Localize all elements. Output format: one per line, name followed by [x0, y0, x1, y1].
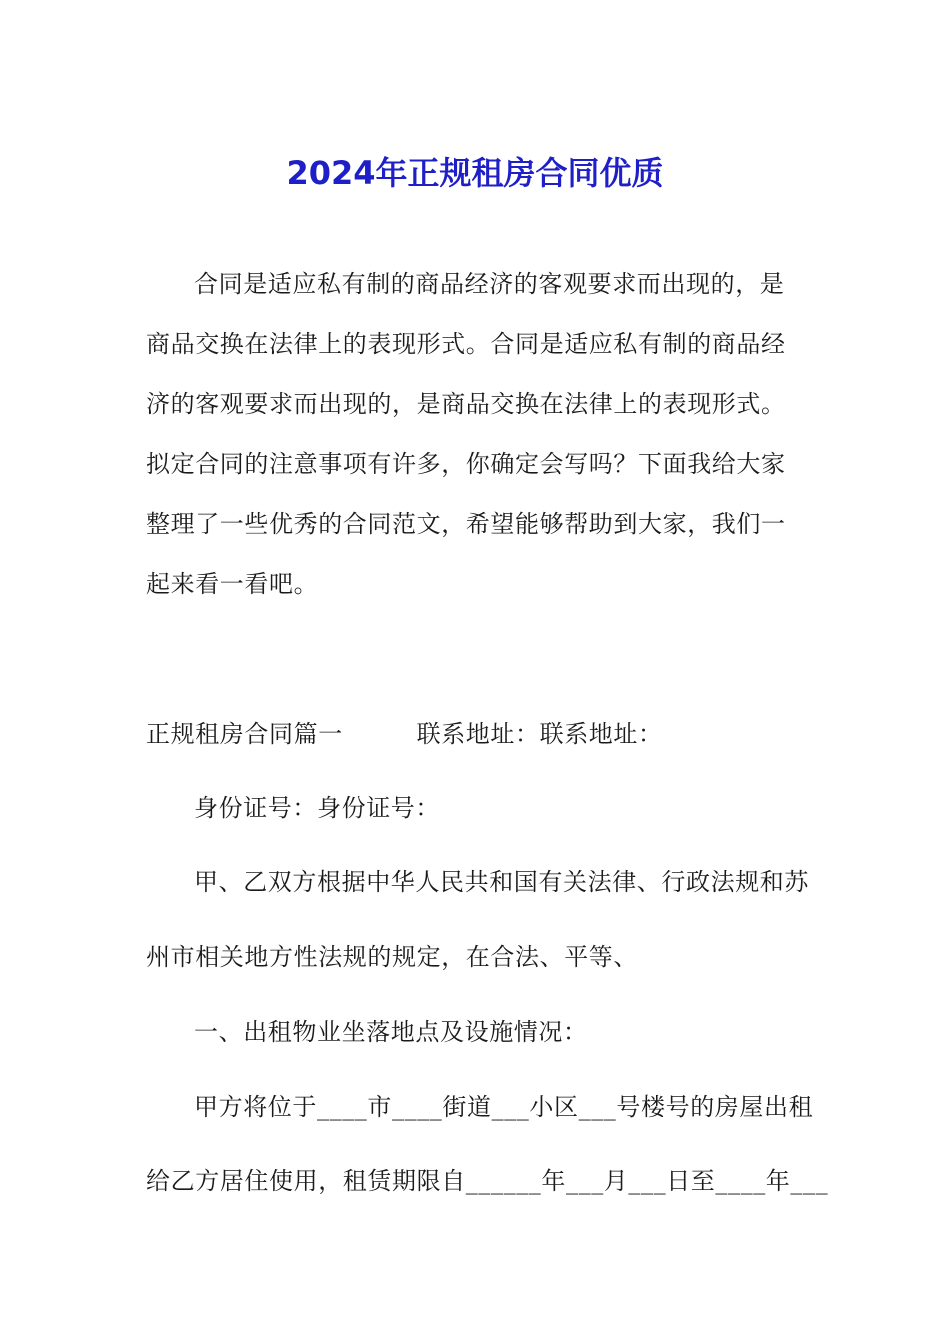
- clause-1-line-2: 给乙方居住使用，租赁期限自______年___月___日至____年___: [146, 1167, 829, 1195]
- id-number-line: 身份证号：身份证号：: [194, 794, 440, 822]
- clause-1-line-1: 甲方将位于____市____街道___小区___号楼号的房屋出租: [194, 1093, 814, 1121]
- clause-1-heading: 一、出租物业坐落地点及设施情况：: [194, 1018, 588, 1046]
- section-heading: 正规租房合同篇一 联系地址：联系地址：: [146, 720, 663, 748]
- basis-paragraph-line-2: 州市相关地方性法规的规定，在合法、平等、: [146, 943, 638, 971]
- basis-paragraph-line-1: 甲、乙双方根据中华人民共和国有关法律、行政法规和苏: [194, 868, 809, 896]
- intro-paragraph: 合同是适应私有制的商品经济的客观要求而出现的，是商品交换在法律上的表现形式。合同是适应私有制的商品经济的客观要求而出现的，是商品交换在法律上的表现形式。拟定合同的注意事项有许多，你确定会写吗？下面我给大家整理了一些优秀的合同范文，希望能够帮助到大家，我们一起来看一看吧。: [146, 270, 786, 598]
- document-title: 2024年正规租房合同优质: [286, 154, 664, 193]
